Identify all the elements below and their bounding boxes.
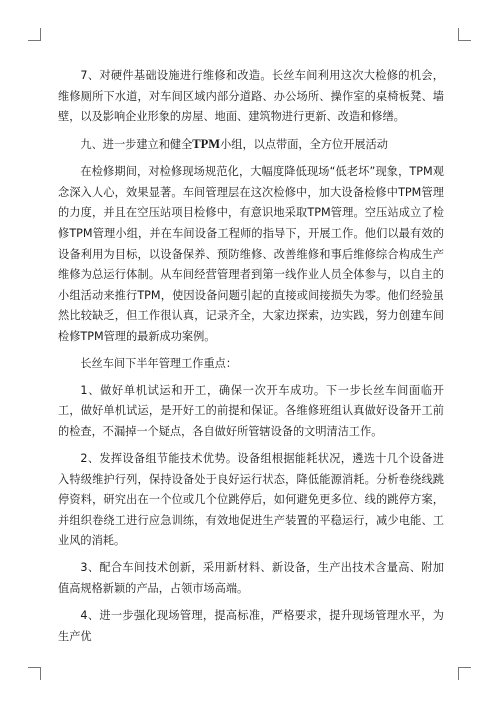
heading-text-before: 九、进一步建立和健全 — [80, 138, 193, 152]
crop-mark-top-right — [458, 28, 471, 41]
paragraph-tpm-review: 在检修期间，对检修现场规范化，大幅度降低现场“低老坏”现象，TPM观念深入人心，效果显著。车间管理层在这次检修中，加大设备检修中TPM管理的力度，并且在空压站项目检修中，有意识地采取TPM管理。空压站成立了检修TPM管理小组，并在车间设备工程师的指导下，开展工作。他们以最有效的设备利用为目标，以设备保养、预防维修、改善维修和事后维修综合构成生产维修为总运行体制。从车间经营管理者到第一线作业人员全体参与，以自主的小组活动来推行TPM，使因设备问题引起的直接或间接损失为零。他们经验虽然比较缺乏，但工作很认真，记录齐全，大家边探索，边实践，努力创建车间检修TPM管理的最新成功案例。 — [58, 165, 444, 343]
paragraph-priorities-title: 长丝车间下半年管理工作重点： — [80, 356, 238, 370]
crop-mark-top-left — [28, 28, 41, 41]
paragraph-priority-3: 3、配合车间技术创新，采用新材料、新设备，生产出技术含量高、附加值高规格新颖的产品，占领市场高端。 — [58, 561, 444, 595]
document-body — [58, 66, 444, 654]
paragraph-priority-4: 4、进一步强化现场管理，提高标准，严格要求，提升现场管理水平，为生产优 — [58, 608, 444, 643]
crop-mark-bottom-right — [458, 667, 471, 680]
heading-tpm: TPM — [192, 137, 221, 152]
heading-text-after: 小组，以点带面，全方位开展活动 — [220, 138, 388, 152]
crop-mark-bottom-left — [28, 667, 41, 680]
paragraph-item-7: 7、对硬件基础设施进行维修和改造。长丝车间利用这次大检修的机会，维修厕所下水道，对车间区域内部分道路、办公场所、操作室的桌椅板凳、墙壁，以及影响企业形象的房屋、地面、建筑物进行更新、改造和修缮。 — [58, 69, 444, 124]
paragraph-priority-1: 1、做好单机试运和开工，确保一次开车成功。下一步长丝车间面临开工，做好单机试运，是开好工的前提和保证。各维修班组认真做好设备开工前的检查，不漏掉一个疑点，各自做好所管辖设备的文明清洁工作。 — [58, 383, 444, 439]
paragraph-priority-2: 2、发挥设备组节能技术优势。设备组根据能耗状况，遴选十几个设备进入特级维护行列，保持设备处于良好运行状态，降低能源消耗。分析卷绕线跳停资料，研究出在一个位或几个位跳停后，如何避免更多位、线的跳停方案，并组织卷绕工进行应急训练，有效地促进生产装置的平稳运行，减少电能、工业风的消耗。 — [58, 452, 444, 548]
section-heading-9 — [58, 134, 444, 156]
